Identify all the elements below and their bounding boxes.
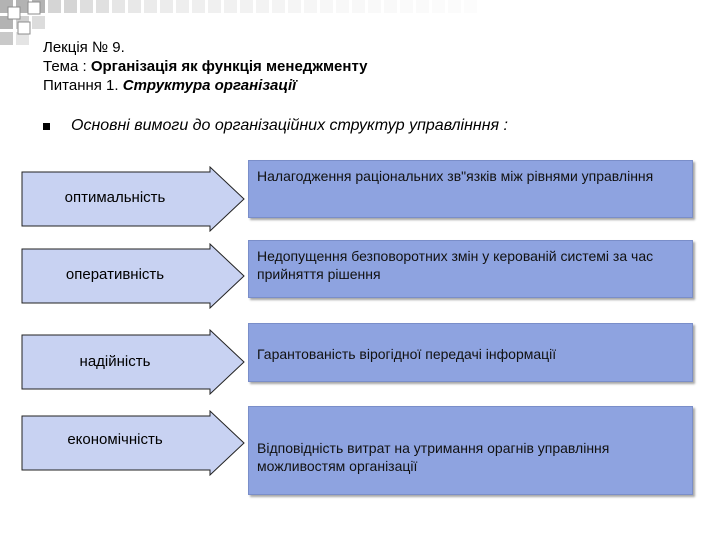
square-bullet-icon [43, 123, 50, 130]
requirement-box [248, 160, 693, 218]
requirement-text: Відповідність витрат на утримання орагнів управління можливостям організації [257, 440, 610, 474]
arrow-reliability [20, 329, 245, 395]
requirement-text: Налагодження раціональних зв"язків між рівнями управління [257, 168, 654, 184]
arrow-economy [20, 410, 245, 476]
arrow-efficiency [20, 243, 245, 309]
arrow-optimality [20, 166, 245, 232]
arrow-label: надійність [79, 353, 151, 370]
question-line [43, 76, 368, 95]
topic-prefix: Тема : [43, 58, 91, 75]
arrow-label: оперативність [65, 266, 165, 283]
requirement-box [248, 406, 693, 495]
question-title: Структура організації [122, 77, 297, 94]
arrow-label: оптимальність [64, 189, 166, 206]
requirement-box [248, 323, 693, 382]
requirement-text: Гарантованість вірогідної передачі інформації [257, 346, 557, 362]
topic-line [43, 57, 368, 76]
bullet-text: Основні вимоги до організаційних структур управлінння : [71, 117, 508, 134]
lecture-number: Лекція № 9. [43, 39, 125, 56]
topic-title: Організація як функція менеджменту [90, 58, 368, 75]
requirement-text: Недопущення безповоротних змін у керованій системі за час прийняття рішення [257, 248, 654, 282]
slide-header [43, 38, 368, 95]
arrow-label: економічність [67, 431, 163, 448]
requirement-box [248, 240, 693, 298]
question-prefix: Питання 1. [43, 77, 123, 94]
